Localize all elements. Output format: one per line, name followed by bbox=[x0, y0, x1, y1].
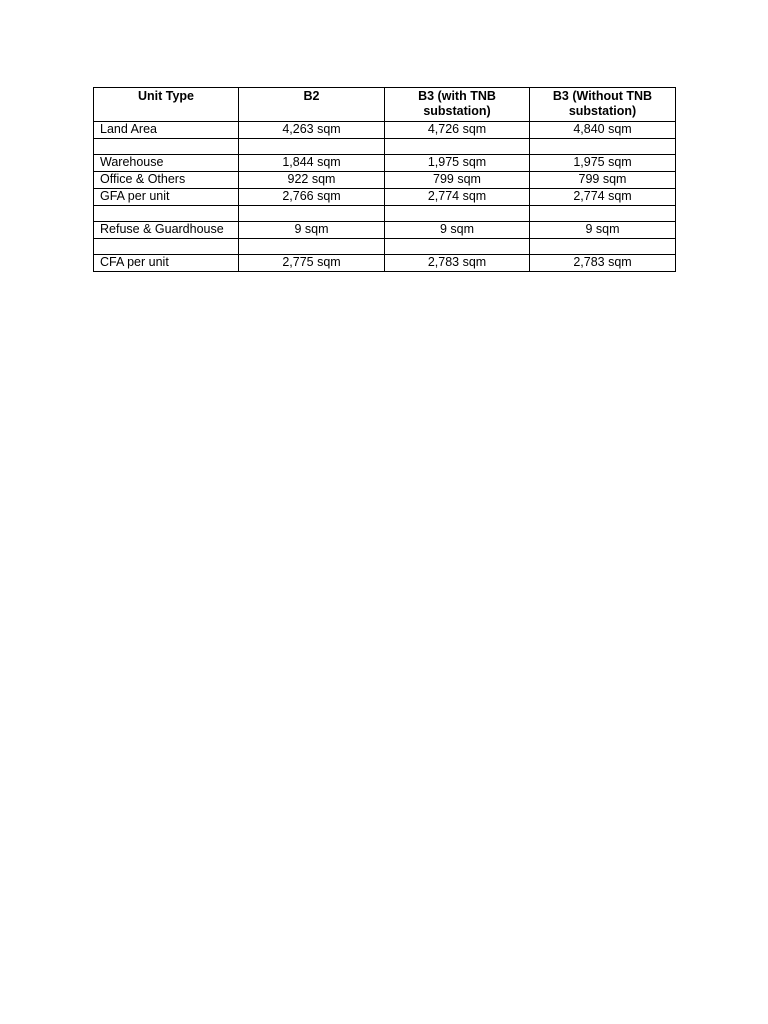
row-label: Warehouse bbox=[94, 155, 239, 172]
cell-b2: 9 sqm bbox=[239, 222, 385, 239]
row-label: Refuse & Guardhouse bbox=[94, 222, 239, 239]
cell-b3-without-tnb: 2,783 sqm bbox=[530, 255, 676, 272]
cell-b2: 922 sqm bbox=[239, 172, 385, 189]
cell-b3-with-tnb: 2,774 sqm bbox=[385, 189, 530, 206]
table-row bbox=[94, 189, 676, 206]
cell-b3-without-tnb bbox=[530, 139, 676, 155]
cell-b2 bbox=[239, 239, 385, 255]
header-b3-without-tnb: B3 (Without TNB substation) bbox=[530, 88, 676, 122]
cell-b3-with-tnb: 9 sqm bbox=[385, 222, 530, 239]
cell-b3-without-tnb bbox=[530, 239, 676, 255]
cell-b3-without-tnb: 799 sqm bbox=[530, 172, 676, 189]
table-row bbox=[94, 155, 676, 172]
cell-b3-with-tnb bbox=[385, 239, 530, 255]
cell-b2 bbox=[239, 139, 385, 155]
table-header-row bbox=[94, 88, 676, 122]
row-label bbox=[94, 206, 239, 222]
cell-b3-with-tnb: 1,975 sqm bbox=[385, 155, 530, 172]
cell-b3-without-tnb bbox=[530, 206, 676, 222]
cell-b2: 4,263 sqm bbox=[239, 122, 385, 139]
cell-b3-with-tnb: 4,726 sqm bbox=[385, 122, 530, 139]
cell-b2: 2,775 sqm bbox=[239, 255, 385, 272]
cell-b3-with-tnb bbox=[385, 206, 530, 222]
table-row bbox=[94, 222, 676, 239]
cell-b3-without-tnb: 4,840 sqm bbox=[530, 122, 676, 139]
row-label bbox=[94, 139, 239, 155]
header-unit-type: Unit Type bbox=[94, 88, 239, 122]
unit-area-table bbox=[93, 87, 676, 272]
table-row-empty bbox=[94, 239, 676, 255]
cell-b2 bbox=[239, 206, 385, 222]
row-label: GFA per unit bbox=[94, 189, 239, 206]
cell-b3-without-tnb: 2,774 sqm bbox=[530, 189, 676, 206]
cell-b2: 2,766 sqm bbox=[239, 189, 385, 206]
table-row bbox=[94, 122, 676, 139]
cell-b3-without-tnb: 9 sqm bbox=[530, 222, 676, 239]
row-label: Office & Others bbox=[94, 172, 239, 189]
table-row bbox=[94, 255, 676, 272]
row-label bbox=[94, 239, 239, 255]
cell-b3-with-tnb bbox=[385, 139, 530, 155]
table-row bbox=[94, 172, 676, 189]
cell-b3-with-tnb: 2,783 sqm bbox=[385, 255, 530, 272]
cell-b3-with-tnb: 799 sqm bbox=[385, 172, 530, 189]
row-label: Land Area bbox=[94, 122, 239, 139]
cell-b2: 1,844 sqm bbox=[239, 155, 385, 172]
table-row-empty bbox=[94, 206, 676, 222]
cell-b3-without-tnb: 1,975 sqm bbox=[530, 155, 676, 172]
row-label: CFA per unit bbox=[94, 255, 239, 272]
header-b3-with-tnb: B3 (with TNB substation) bbox=[385, 88, 530, 122]
table-row-empty bbox=[94, 139, 676, 155]
header-b2: B2 bbox=[239, 88, 385, 122]
